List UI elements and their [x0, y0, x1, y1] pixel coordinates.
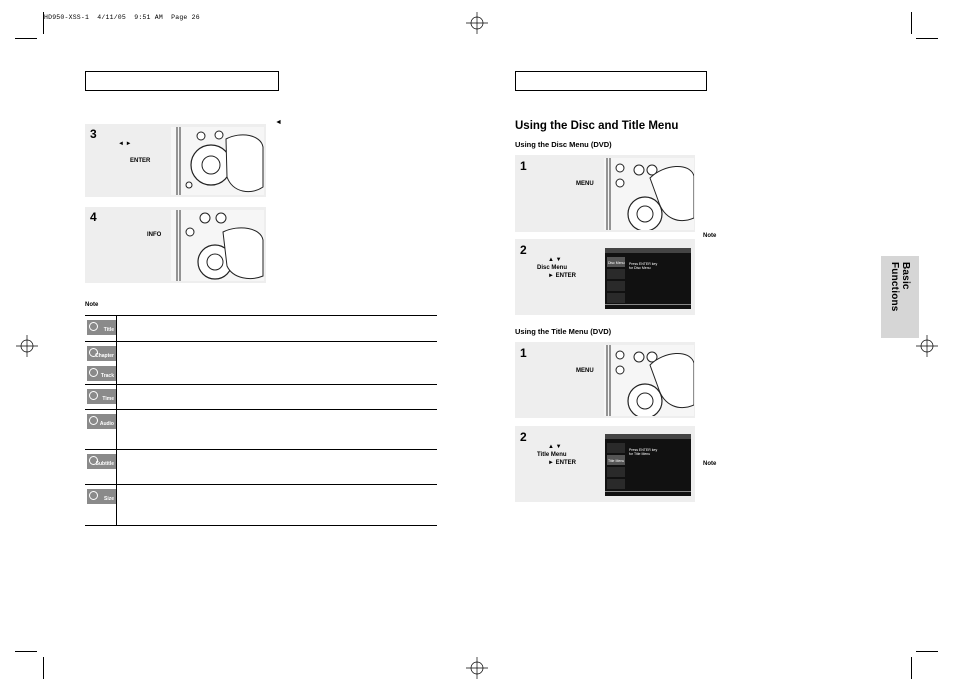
- crop-mark: [15, 38, 37, 39]
- step-3-panel: [85, 124, 266, 197]
- menu-item-label: Title Menu: [608, 459, 625, 463]
- remote-control-illustration: [604, 345, 694, 416]
- screen-message: for Disc Menu: [629, 266, 651, 270]
- table-row: [85, 485, 437, 526]
- step-number: 4: [90, 210, 97, 224]
- crop-mark: [916, 651, 938, 652]
- crop-mark: [911, 12, 912, 34]
- audio-icon: Audio: [87, 414, 116, 429]
- left-arrow-icon: ◄: [275, 119, 282, 126]
- right-chapter-tab: [515, 71, 707, 91]
- crop-mark: [916, 38, 938, 39]
- note-label: Note: [703, 233, 717, 239]
- step-number: 3: [90, 127, 97, 141]
- table-row: [85, 342, 437, 385]
- note-label: Note: [703, 461, 717, 467]
- table-row: [85, 410, 437, 450]
- icon-table: [85, 315, 437, 526]
- arrow-keys-label: ◄ ►: [118, 141, 132, 147]
- screen-message: Press ENTER key: [629, 262, 658, 266]
- left-chapter-tab: [85, 71, 279, 91]
- crop-mark: [43, 657, 44, 679]
- table-row: [85, 316, 437, 342]
- info-key-label: INFO: [147, 232, 162, 238]
- enter-key-label: ► ENTER: [548, 460, 576, 466]
- side-tab-label: Basic Functions: [889, 262, 911, 312]
- print-header: HD950-XSS-1 4/11/05 9:51 AM Page 26: [44, 14, 200, 21]
- registration-mark-icon: [16, 335, 38, 357]
- table-row: [85, 450, 437, 485]
- step-4-panel: [85, 207, 266, 283]
- tv-menu-screen: [605, 434, 691, 496]
- arrow-keys-label: ▲ ▼: [548, 257, 562, 263]
- size-icon: Size: [87, 489, 116, 504]
- remote-control-illustration: [604, 158, 694, 230]
- title-step-2-panel: [515, 426, 695, 502]
- enter-key-label: ► ENTER: [548, 273, 576, 279]
- disc-menu-heading: Using the Disc Menu (DVD): [515, 140, 612, 149]
- registration-mark-icon: [466, 657, 488, 679]
- title-icon: Title: [87, 320, 116, 335]
- crop-mark: [15, 651, 37, 652]
- step-number: 1: [520, 159, 527, 173]
- note-label: Note: [85, 302, 99, 308]
- remote-control-illustration: [171, 210, 264, 281]
- chapter-icon: Chapter: [87, 346, 116, 361]
- subtitle-icon: Subtitle: [87, 454, 116, 469]
- disc-menu-label: Disc Menu: [537, 265, 568, 271]
- screen-message: for Title Menu: [629, 452, 651, 456]
- page-title: Using the Disc and Title Menu: [515, 120, 679, 132]
- disc-step-1-panel: [515, 155, 695, 232]
- time-icon: Time: [87, 389, 116, 404]
- remote-control-illustration: [171, 127, 264, 195]
- step-number: 2: [520, 430, 527, 444]
- step-number: 2: [520, 243, 527, 257]
- enter-key-label: ENTER: [130, 158, 151, 164]
- crop-mark: [43, 12, 44, 34]
- screen-message: Press ENTER key: [629, 448, 658, 452]
- menu-key-label: MENU: [576, 181, 594, 187]
- registration-mark-icon: [916, 335, 938, 357]
- title-menu-heading: Using the Title Menu (DVD): [515, 327, 612, 336]
- registration-mark-icon: [466, 12, 488, 34]
- disc-step-2-panel: [515, 239, 695, 315]
- step-number: 1: [520, 346, 527, 360]
- side-section-tab: [881, 256, 919, 338]
- table-row: [85, 385, 437, 410]
- menu-key-label: MENU: [576, 368, 594, 374]
- tv-menu-screen: [605, 248, 691, 309]
- crop-mark: [911, 657, 912, 679]
- title-step-1-panel: [515, 342, 695, 418]
- arrow-keys-label: ▲ ▼: [548, 444, 562, 450]
- menu-item-label: Disc Menu: [608, 261, 625, 265]
- title-menu-label: Title Menu: [537, 452, 567, 458]
- track-icon: Track: [87, 366, 116, 381]
